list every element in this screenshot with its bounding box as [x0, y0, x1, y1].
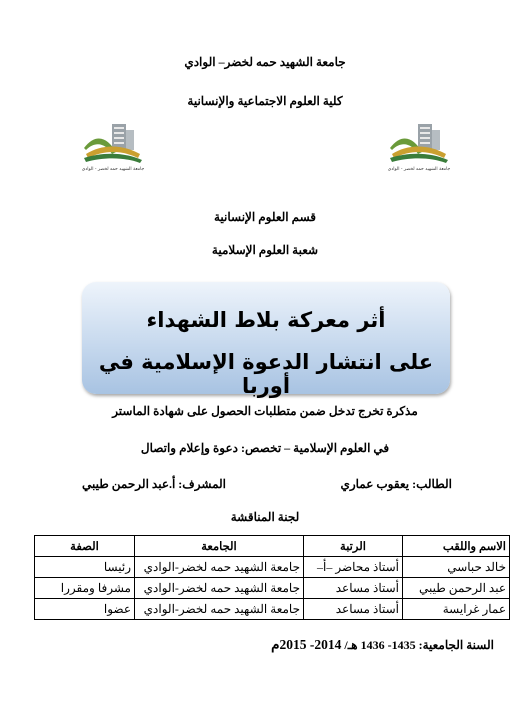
- committee-table: [34, 535, 510, 620]
- thesis-title-line-2: على انتشار الدعوة الإسلامية في أوربا: [98, 350, 434, 398]
- member-rank: أستاذ مساعد: [304, 578, 403, 599]
- faculty-name: كلية العلوم الاجتماعية والإنسانية: [187, 94, 343, 108]
- academic-year: [271, 637, 494, 653]
- department-name: قسم العلوم الإنسانية: [213, 210, 317, 224]
- member-university: جامعة الشهيد حمه لخضر-الوادي: [135, 578, 304, 599]
- thesis-specialization: في العلوم الإسلامية – تخصص: دعوة وإعلام واتصال: [140, 441, 390, 455]
- thesis-title-line-1: أثر معركة بلاط الشهداء: [146, 308, 386, 332]
- column-header-rank: الرتبة: [304, 536, 403, 557]
- member-role: رئيسا: [35, 557, 135, 578]
- column-header-role: الصفة: [35, 536, 135, 557]
- thesis-title-box: [82, 282, 450, 398]
- member-name: عبد الرحمن طيبي: [403, 578, 510, 599]
- column-header-name: الاسم واللقب: [403, 536, 510, 557]
- table-row: [35, 557, 510, 578]
- university-logo-icon: [384, 118, 454, 172]
- member-role: عضوا: [35, 599, 135, 620]
- table-row: [35, 578, 510, 599]
- student-name: الطالب: يعقوب عماري: [340, 477, 452, 491]
- svg-text:جامعة الشهيد حمه لخضر - الوادي: جامعة الشهيد حمه لخضر - الوادي: [81, 167, 145, 172]
- svg-text:جامعة الشهيد حمه لخضر - الوادي: جامعة الشهيد حمه لخضر - الوادي: [387, 167, 451, 172]
- member-university: جامعة الشهيد حمه لخضر-الوادي: [135, 599, 304, 620]
- university-name: جامعة الشهيد حمه لخضر– الوادي: [184, 55, 346, 69]
- member-university: جامعة الشهيد حمه لخضر-الوادي: [135, 557, 304, 578]
- academic-year-gregorian: 2014- 2015م: [271, 637, 342, 652]
- committee-heading: لجنة المناقشة: [230, 510, 300, 524]
- member-name: خالد حباسي: [403, 557, 510, 578]
- academic-year-label: السنة الجامعية:: [418, 638, 494, 652]
- supervisor-name: المشرف: أ.عبد الرحمن طيبي: [82, 477, 226, 491]
- table-header-row: [35, 536, 510, 557]
- column-header-university: الجامعة: [135, 536, 304, 557]
- table-row: [35, 599, 510, 620]
- academic-year-hijri: 1435- 1436 هـ/: [344, 638, 416, 652]
- member-rank: أستاذ محاضر –أ–: [304, 557, 403, 578]
- member-role: مشرفا ومقررا: [35, 578, 135, 599]
- branch-name: شعبة العلوم الإسلامية: [211, 243, 319, 257]
- university-logo-icon: [78, 118, 148, 172]
- thesis-purpose: مذكرة تخرج تدخل ضمن متطلبات الحصول على شهادة الماستر: [112, 404, 418, 418]
- member-rank: أستاذ مساعد: [304, 599, 403, 620]
- member-name: عمار غرايسة: [403, 599, 510, 620]
